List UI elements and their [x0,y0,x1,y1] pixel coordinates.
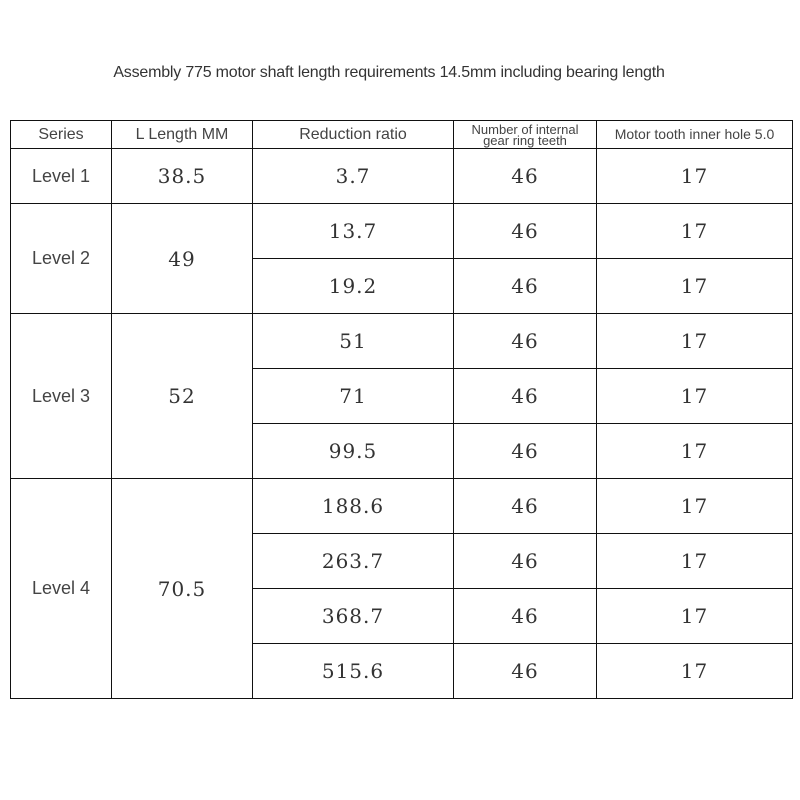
motor-tooth-cell: 17 [597,204,793,259]
ratio-cell: 19.2 [253,259,454,314]
series-cell: Level 4 [11,479,112,699]
table-row [11,149,793,204]
length-cell: 70.5 [112,479,253,699]
gear-teeth-cell: 46 [454,589,597,644]
gear-teeth-cell: 46 [454,644,597,699]
ratio-cell: 13.7 [253,204,454,259]
series-cell: Level 3 [11,314,112,479]
motor-tooth-cell: 17 [597,589,793,644]
motor-tooth-cell: 17 [597,534,793,589]
length-cell: 49 [112,204,253,314]
motor-tooth-cell: 17 [597,314,793,369]
ratio-cell: 515.6 [253,644,454,699]
table-row [11,479,793,534]
spec-table [10,120,793,699]
length-cell: 52 [112,314,253,479]
page-title: Assembly 775 motor shaft length requirements 14.5mm including bearing length [113,64,665,81]
header-motor: Motor tooth inner hole 5.0 [597,121,793,149]
table-row [11,314,793,369]
header-gear-teeth [454,121,597,149]
motor-tooth-cell: 17 [597,644,793,699]
gear-teeth-cell: 46 [454,479,597,534]
motor-tooth-cell: 17 [597,479,793,534]
gear-teeth-cell: 46 [454,149,597,204]
gear-teeth-cell: 46 [454,259,597,314]
gear-teeth-cell: 46 [454,314,597,369]
gear-teeth-cell: 46 [454,369,597,424]
ratio-cell: 3.7 [253,149,454,204]
header-series: Series [11,121,112,149]
ratio-cell: 99.5 [253,424,454,479]
gear-teeth-cell: 46 [454,424,597,479]
gear-teeth-cell: 46 [454,534,597,589]
ratio-cell: 71 [253,369,454,424]
header-gear-line2: gear ring teeth [483,132,567,148]
ratio-cell: 263.7 [253,534,454,589]
gear-teeth-cell: 46 [454,204,597,259]
motor-tooth-cell: 17 [597,149,793,204]
header-gear-line1: Number of internal [471,121,579,137]
motor-tooth-cell: 17 [597,259,793,314]
length-cell: 38.5 [112,149,253,204]
ratio-cell: 368.7 [253,589,454,644]
header-length: L Length MM [112,121,253,149]
ratio-cell: 188.6 [253,479,454,534]
motor-tooth-cell: 17 [597,369,793,424]
motor-tooth-cell: 17 [597,424,793,479]
series-cell: Level 1 [11,149,112,204]
table-row [11,204,793,259]
header-ratio: Reduction ratio [253,121,454,149]
ratio-cell: 51 [253,314,454,369]
series-cell: Level 2 [11,204,112,314]
header-row [11,121,793,149]
